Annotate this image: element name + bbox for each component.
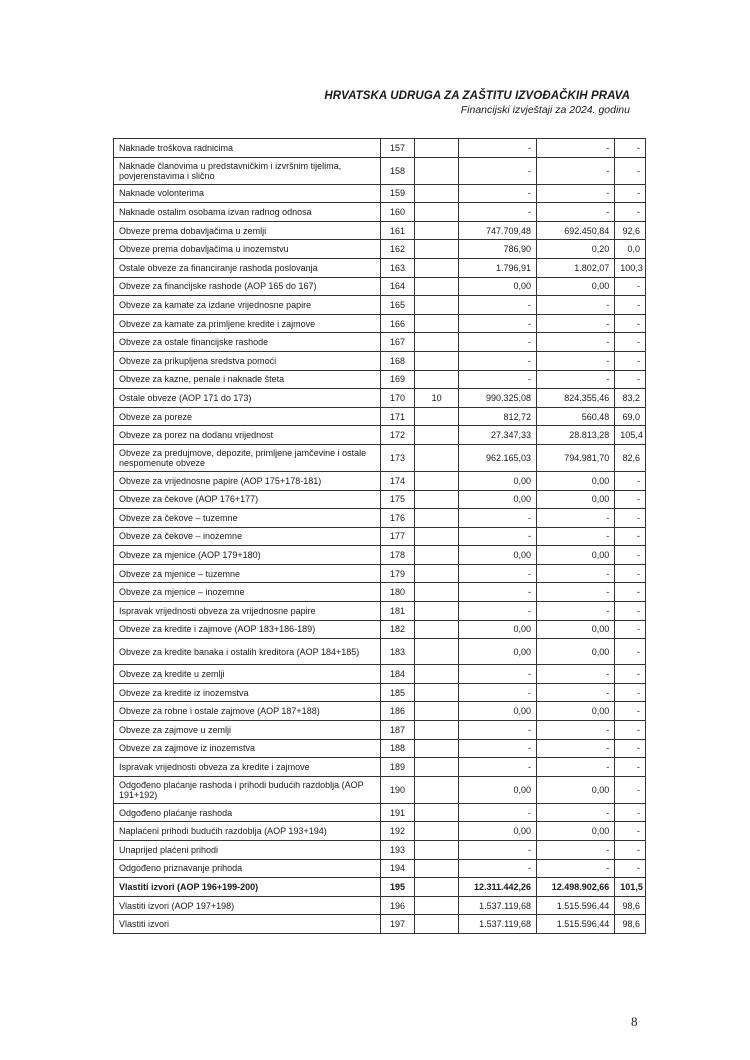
table-row — [114, 240, 646, 259]
aop-code: 161 — [380, 221, 415, 240]
current-year-value: - — [537, 739, 615, 758]
previous-year-value: 786,90 — [458, 240, 536, 259]
table-row — [114, 602, 646, 621]
previous-year-value: - — [458, 333, 536, 352]
aop-code: 191 — [380, 803, 415, 822]
aop-code: 170 — [380, 389, 415, 408]
note-ref — [415, 221, 458, 240]
row-label: Obveze za porez na dodanu vrijednost — [114, 426, 381, 445]
current-year-value: 0,00 — [537, 639, 615, 665]
table-row — [114, 389, 646, 408]
row-label: Obveze za prikupljena sredstva pomoći — [114, 351, 381, 370]
previous-year-value: - — [458, 665, 536, 684]
index-value: - — [615, 702, 646, 721]
current-year-value: - — [537, 139, 615, 158]
note-ref — [415, 602, 458, 621]
previous-year-value: 1.796,91 — [458, 258, 536, 277]
aop-code: 190 — [380, 776, 415, 803]
current-year-value: - — [537, 509, 615, 528]
index-value: - — [615, 203, 646, 222]
aop-code: 172 — [380, 426, 415, 445]
row-label: Obveze za kredite u zemlji — [114, 665, 381, 684]
row-label: Ispravak vrijednosti obveza za kredite i zajmove — [114, 758, 381, 777]
table-row — [114, 221, 646, 240]
aop-code: 176 — [380, 509, 415, 528]
previous-year-value: 812,72 — [458, 407, 536, 426]
index-value: - — [615, 564, 646, 583]
note-ref — [415, 471, 458, 490]
current-year-value: - — [537, 859, 615, 878]
index-value: - — [615, 683, 646, 702]
index-value: - — [615, 546, 646, 565]
row-label: Ostale obveze za financiranje rashoda poslovanja — [114, 258, 381, 277]
aop-code: 180 — [380, 583, 415, 602]
index-value: - — [615, 739, 646, 758]
previous-year-value: - — [458, 370, 536, 389]
note-ref — [415, 639, 458, 665]
previous-year-value: - — [458, 583, 536, 602]
index-value: - — [615, 776, 646, 803]
previous-year-value: - — [458, 509, 536, 528]
current-year-value: 0,00 — [537, 702, 615, 721]
note-ref — [415, 490, 458, 509]
current-year-value: 560,48 — [537, 407, 615, 426]
row-label: Obveze za kazne, penale i naknade šteta — [114, 370, 381, 389]
aop-code: 197 — [380, 915, 415, 934]
table-row — [114, 803, 646, 822]
current-year-value: - — [537, 683, 615, 702]
current-year-value: - — [537, 333, 615, 352]
report-subtitle: Financijski izvještaji za 2024. godinu — [460, 104, 630, 116]
table-row — [114, 184, 646, 203]
current-year-value: - — [537, 564, 615, 583]
row-label: Vlastiti izvori — [114, 915, 381, 934]
index-value: - — [615, 509, 646, 528]
row-label: Obveze za financijske rashode (AOP 165 do 167) — [114, 277, 381, 296]
aop-code: 193 — [380, 841, 415, 860]
row-label: Vlastiti izvori (AOP 196+199-200) — [114, 878, 381, 897]
previous-year-value: 0,00 — [458, 277, 536, 296]
aop-code: 185 — [380, 683, 415, 702]
row-label: Ostale obveze (AOP 171 do 173) — [114, 389, 381, 408]
previous-year-value: - — [458, 157, 536, 184]
previous-year-value: 1.537.119,68 — [458, 915, 536, 934]
current-year-value: 0,00 — [537, 776, 615, 803]
row-label: Odgođeno priznavanje prihoda — [114, 859, 381, 878]
index-value: - — [615, 841, 646, 860]
aop-code: 187 — [380, 721, 415, 740]
table-row — [114, 739, 646, 758]
previous-year-value: - — [458, 351, 536, 370]
row-label: Obveze za ostale financijske rashode — [114, 333, 381, 352]
table-row — [114, 915, 646, 934]
index-value: 69,0 — [615, 407, 646, 426]
previous-year-value: - — [458, 184, 536, 203]
table-row — [114, 702, 646, 721]
table-row — [114, 333, 646, 352]
index-value: 105,4 — [615, 426, 646, 445]
aop-code: 194 — [380, 859, 415, 878]
note-ref — [415, 407, 458, 426]
aop-code: 163 — [380, 258, 415, 277]
table-row — [114, 370, 646, 389]
table-row — [114, 620, 646, 639]
table-row — [114, 426, 646, 445]
index-value: - — [615, 822, 646, 841]
aop-code: 171 — [380, 407, 415, 426]
note-ref — [415, 822, 458, 841]
previous-year-value: 27.347,33 — [458, 426, 536, 445]
note-ref — [415, 351, 458, 370]
aop-code: 158 — [380, 157, 415, 184]
current-year-value: 0,00 — [537, 490, 615, 509]
previous-year-value: - — [458, 139, 536, 158]
note-ref — [415, 203, 458, 222]
previous-year-value: - — [458, 758, 536, 777]
row-label: Obveze za kredite banaka i ostalih kreditora (AOP 184+185) — [114, 639, 381, 665]
previous-year-value: 747.709,48 — [458, 221, 536, 240]
current-year-value: - — [537, 203, 615, 222]
row-label: Obveze za kamate za primljene kredite i zajmove — [114, 314, 381, 333]
row-label: Ispravak vrijednosti obveza za vrijednosne papire — [114, 602, 381, 621]
previous-year-value: - — [458, 859, 536, 878]
current-year-value: 692.450,84 — [537, 221, 615, 240]
previous-year-value: - — [458, 683, 536, 702]
current-year-value: - — [537, 721, 615, 740]
note-ref — [415, 739, 458, 758]
current-year-value: - — [537, 665, 615, 684]
previous-year-value: 0,00 — [458, 822, 536, 841]
index-value: 0,0 — [615, 240, 646, 259]
current-year-value: - — [537, 583, 615, 602]
aop-code: 196 — [380, 896, 415, 915]
table-row — [114, 314, 646, 333]
note-ref — [415, 296, 458, 315]
note-ref — [415, 314, 458, 333]
index-value: - — [615, 758, 646, 777]
previous-year-value: 0,00 — [458, 546, 536, 565]
current-year-value: 1.802,07 — [537, 258, 615, 277]
index-value: - — [615, 859, 646, 878]
current-year-value: 0,00 — [537, 277, 615, 296]
table-row — [114, 859, 646, 878]
row-label: Unaprijed plaćeni prihodi — [114, 841, 381, 860]
aop-code: 192 — [380, 822, 415, 841]
row-label: Odgođeno plaćanje rashoda — [114, 803, 381, 822]
aop-code: 173 — [380, 444, 415, 471]
row-label: Naplaćeni prihodi budućih razdoblja (AOP 193+194) — [114, 822, 381, 841]
index-value: - — [615, 602, 646, 621]
table-row — [114, 509, 646, 528]
index-value: - — [615, 665, 646, 684]
current-year-value: 12.498.902,66 — [537, 878, 615, 897]
aop-code: 165 — [380, 296, 415, 315]
index-value: 101,5 — [615, 878, 646, 897]
index-value: 98,6 — [615, 896, 646, 915]
row-label: Obveze za kredite i zajmove (AOP 183+186-189) — [114, 620, 381, 639]
note-ref — [415, 564, 458, 583]
note-ref — [415, 620, 458, 639]
row-label: Obveze za čekove – inozemne — [114, 527, 381, 546]
current-year-value: 794.981,70 — [537, 444, 615, 471]
previous-year-value: - — [458, 721, 536, 740]
row-label: Obveze za mjenice – tuzemne — [114, 564, 381, 583]
row-label: Obveze za robne i ostale zajmove (AOP 187+188) — [114, 702, 381, 721]
table-row — [114, 564, 646, 583]
index-value: - — [615, 351, 646, 370]
previous-year-value: - — [458, 296, 536, 315]
table-row — [114, 758, 646, 777]
index-value: - — [615, 370, 646, 389]
index-value: - — [615, 314, 646, 333]
table-row — [114, 896, 646, 915]
note-ref — [415, 776, 458, 803]
note-ref — [415, 258, 458, 277]
current-year-value: - — [537, 296, 615, 315]
row-label: Obveze za zajmove iz inozemstva — [114, 739, 381, 758]
current-year-value: 0,00 — [537, 546, 615, 565]
note-ref — [415, 426, 458, 445]
index-value: - — [615, 527, 646, 546]
row-label: Odgođeno plaćanje rashoda i prihodi budućih razdoblja (AOP 191+192) — [114, 776, 381, 803]
row-label: Obveze za kamate za izdane vrijednosne papire — [114, 296, 381, 315]
note-ref — [415, 841, 458, 860]
note-ref — [415, 546, 458, 565]
current-year-value: 1.515.596,44 — [537, 915, 615, 934]
previous-year-value: - — [458, 602, 536, 621]
index-value: 92,6 — [615, 221, 646, 240]
aop-code: 164 — [380, 277, 415, 296]
aop-code: 159 — [380, 184, 415, 203]
aop-code: 167 — [380, 333, 415, 352]
previous-year-value: 1.537.119,68 — [458, 896, 536, 915]
row-label: Obveze za kredite iz inozemstva — [114, 683, 381, 702]
previous-year-value: 0,00 — [458, 490, 536, 509]
aop-code: 162 — [380, 240, 415, 259]
current-year-value: 0,00 — [537, 471, 615, 490]
note-ref — [415, 333, 458, 352]
previous-year-value: - — [458, 203, 536, 222]
note-ref — [415, 277, 458, 296]
current-year-value: - — [537, 157, 615, 184]
aop-code: 184 — [380, 665, 415, 684]
note-ref — [415, 184, 458, 203]
aop-code: 183 — [380, 639, 415, 665]
table-row — [114, 639, 646, 665]
row-label: Obveze za čekove – tuzemne — [114, 509, 381, 528]
row-label: Obveze za poreze — [114, 407, 381, 426]
previous-year-value: 0,00 — [458, 776, 536, 803]
note-ref — [415, 527, 458, 546]
note-ref — [415, 139, 458, 158]
row-label: Obveze za čekove (AOP 176+177) — [114, 490, 381, 509]
report-title: HRVATSKA UDRUGA ZA ZAŠTITU IZVOĐAČKIH PRAVA — [324, 90, 630, 102]
row-label: Naknade troškova radnicima — [114, 139, 381, 158]
table-row — [114, 776, 646, 803]
note-ref — [415, 683, 458, 702]
note-ref — [415, 915, 458, 934]
aop-code: 175 — [380, 490, 415, 509]
row-label: Naknade volonterima — [114, 184, 381, 203]
aop-code: 166 — [380, 314, 415, 333]
table-row — [114, 296, 646, 315]
current-year-value: - — [537, 841, 615, 860]
aop-code: 179 — [380, 564, 415, 583]
previous-year-value: 962.165,03 — [458, 444, 536, 471]
row-label: Obveze za mjenice – inozemne — [114, 583, 381, 602]
current-year-value: - — [537, 527, 615, 546]
aop-code: 157 — [380, 139, 415, 158]
index-value: - — [615, 139, 646, 158]
previous-year-value: 0,00 — [458, 639, 536, 665]
table-row — [114, 878, 646, 897]
index-value: - — [615, 490, 646, 509]
previous-year-value: - — [458, 314, 536, 333]
table-row — [114, 258, 646, 277]
table-row — [114, 822, 646, 841]
row-label: Obveze za predujmove, depozite, primljene jamčevine i ostale nespomenute obveze — [114, 444, 381, 471]
index-value: - — [615, 803, 646, 822]
note-ref: 10 — [415, 389, 458, 408]
current-year-value: - — [537, 314, 615, 333]
table-row — [114, 407, 646, 426]
table-row — [114, 721, 646, 740]
note-ref — [415, 240, 458, 259]
aop-code: 181 — [380, 602, 415, 621]
table-body — [114, 139, 646, 934]
note-ref — [415, 721, 458, 740]
table-row — [114, 444, 646, 471]
current-year-value: 1.515.596,44 — [537, 896, 615, 915]
aop-code: 168 — [380, 351, 415, 370]
note-ref — [415, 758, 458, 777]
aop-code: 160 — [380, 203, 415, 222]
index-value: 83,2 — [615, 389, 646, 408]
index-value: - — [615, 277, 646, 296]
aop-code: 186 — [380, 702, 415, 721]
table-row — [114, 546, 646, 565]
aop-code: 188 — [380, 739, 415, 758]
aop-code: 195 — [380, 878, 415, 897]
row-label: Obveze prema dobavljačima u zemlji — [114, 221, 381, 240]
table-row — [114, 490, 646, 509]
page-number: 8 — [631, 1014, 638, 1029]
current-year-value: 0,00 — [537, 822, 615, 841]
index-value: - — [615, 620, 646, 639]
previous-year-value: 0,00 — [458, 471, 536, 490]
balance-sheet-table — [113, 138, 646, 934]
current-year-value: 0,20 — [537, 240, 615, 259]
index-value: - — [615, 296, 646, 315]
aop-code: 182 — [380, 620, 415, 639]
aop-code: 169 — [380, 370, 415, 389]
note-ref — [415, 896, 458, 915]
aop-code: 178 — [380, 546, 415, 565]
previous-year-value: - — [458, 564, 536, 583]
index-value: - — [615, 471, 646, 490]
table-row — [114, 665, 646, 684]
index-value: - — [615, 721, 646, 740]
note-ref — [415, 665, 458, 684]
index-value: - — [615, 583, 646, 602]
current-year-value: 0,00 — [537, 620, 615, 639]
aop-code: 189 — [380, 758, 415, 777]
previous-year-value: 0,00 — [458, 702, 536, 721]
current-year-value: 28.813,28 — [537, 426, 615, 445]
previous-year-value: 12.311.442,26 — [458, 878, 536, 897]
row-label: Obveze za mjenice (AOP 179+180) — [114, 546, 381, 565]
table-row — [114, 841, 646, 860]
previous-year-value: 0,00 — [458, 620, 536, 639]
note-ref — [415, 859, 458, 878]
table-row — [114, 157, 646, 184]
table-row — [114, 471, 646, 490]
note-ref — [415, 509, 458, 528]
index-value: - — [615, 157, 646, 184]
previous-year-value: - — [458, 527, 536, 546]
index-value: - — [615, 184, 646, 203]
current-year-value: - — [537, 602, 615, 621]
index-value: 100,3 — [615, 258, 646, 277]
note-ref — [415, 444, 458, 471]
table-row — [114, 583, 646, 602]
table-row — [114, 139, 646, 158]
index-value: - — [615, 639, 646, 665]
previous-year-value: - — [458, 739, 536, 758]
current-year-value: - — [537, 184, 615, 203]
row-label: Vlastiti izvori (AOP 197+198) — [114, 896, 381, 915]
table-row — [114, 277, 646, 296]
note-ref — [415, 583, 458, 602]
row-label: Obveze za vrijednosne papire (AOP 175+178-181) — [114, 471, 381, 490]
row-label: Naknade članovima u predstavničkim i izvršnim tijelima, povjerenstavima i slično — [114, 157, 381, 184]
current-year-value: - — [537, 758, 615, 777]
table-row — [114, 351, 646, 370]
aop-code: 174 — [380, 471, 415, 490]
note-ref — [415, 878, 458, 897]
current-year-value: - — [537, 351, 615, 370]
previous-year-value: - — [458, 803, 536, 822]
note-ref — [415, 803, 458, 822]
table-row — [114, 527, 646, 546]
index-value: 98,6 — [615, 915, 646, 934]
row-label: Naknade ostalim osobama izvan radnog odnosa — [114, 203, 381, 222]
row-label: Obveze za zajmove u zemlji — [114, 721, 381, 740]
row-label: Obveze prema dobavljačima u inozemstvu — [114, 240, 381, 259]
current-year-value: 824.355,46 — [537, 389, 615, 408]
note-ref — [415, 702, 458, 721]
table-row — [114, 203, 646, 222]
index-value: 82,6 — [615, 444, 646, 471]
aop-code: 177 — [380, 527, 415, 546]
current-year-value: - — [537, 803, 615, 822]
note-ref — [415, 157, 458, 184]
previous-year-value: - — [458, 841, 536, 860]
previous-year-value: 990.325,08 — [458, 389, 536, 408]
note-ref — [415, 370, 458, 389]
index-value: - — [615, 333, 646, 352]
table-row — [114, 683, 646, 702]
current-year-value: - — [537, 370, 615, 389]
